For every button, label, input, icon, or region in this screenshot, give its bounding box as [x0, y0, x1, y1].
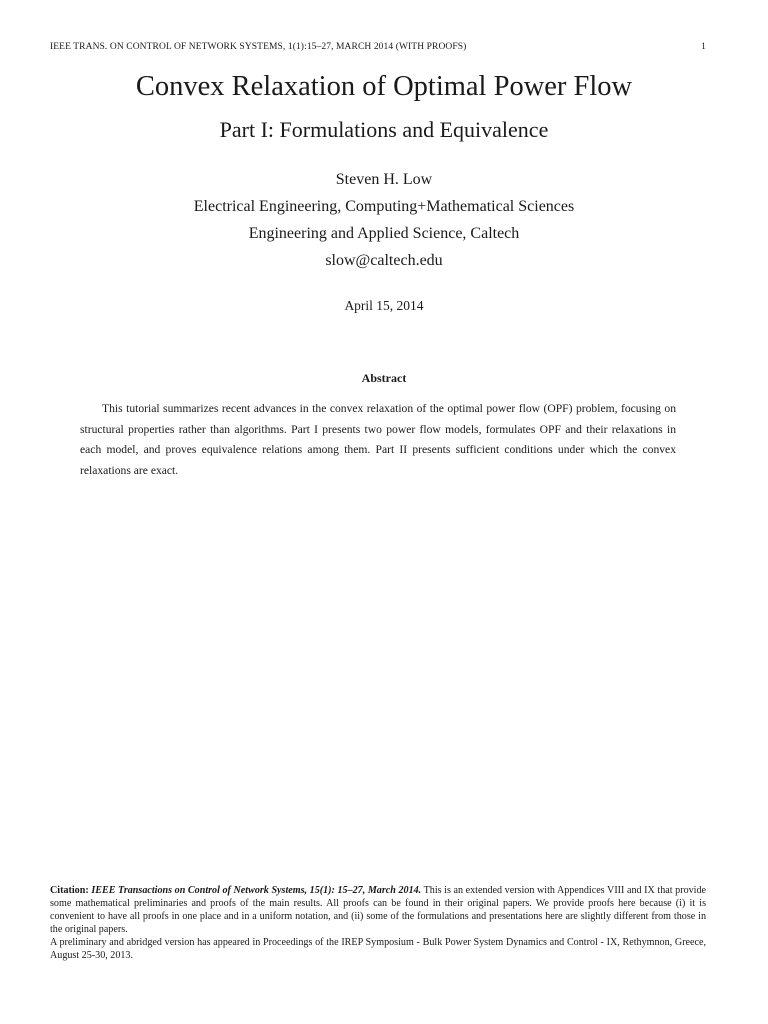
journal-line: IEEE TRANS. ON CONTROL OF NETWORK SYSTEMS, 1(1):15–27, MARCH 2014 (WITH PROOFS) [50, 42, 467, 52]
author-affiliation-line2: Engineering and Applied Science, Caltech [248, 225, 520, 242]
author-email: slow@caltech.edu [325, 252, 443, 269]
paper-date: April 15, 2014 [344, 298, 424, 313]
page-number: 1 [701, 42, 706, 52]
footnote-label: Citation: [50, 885, 89, 896]
footnote-paragraph-1 [50, 884, 706, 936]
citation-footnote [50, 884, 706, 962]
author-block [0, 166, 768, 274]
abstract-text: This tutorial summarizes recent advances in the convex relaxation of the optimal power flow (OPF) problem, focusing on structural properties rather than algorithms. Part I presents two power flow models, formulates OPF and their relaxations in each model, and proves equivalence relations among them. Part II presents sufficient conditions under which the convex relaxations are exact. [80, 402, 676, 477]
paper-subtitle: Part I: Formulations and Equivalence [219, 117, 549, 142]
footnote-citation: IEEE Transactions on Control of Network Systems, 15(1): 15–27, March 2014. [91, 885, 422, 896]
paper-title: Convex Relaxation of Optimal Power Flow [135, 71, 633, 102]
footnote-text: This is an extended version with Appendices VIII and IX that provide some mathematical preliminaries and proofs of the main results. All proofs can be found in their original papers. We provide proofs here because (i) it is convenient to have all proofs in one place and in a uniform notation, and (ii) some of the formulations and presentations here are slightly different from those in the original papers. [50, 885, 706, 935]
abstract-heading: Abstract [361, 371, 407, 385]
running-header [50, 42, 706, 52]
author-affiliation-line1: Electrical Engineering, Computing+Mathematical Sciences [193, 198, 575, 215]
footnote-preliminary: A preliminary and abridged version has appeared in Proceedings of the IREP Symposium - Bulk Power System Dynamics and Control - IX, Rethymnon, Greece, August 25-30, 2013. [50, 937, 706, 961]
author-name: Steven H. Low [335, 171, 433, 188]
